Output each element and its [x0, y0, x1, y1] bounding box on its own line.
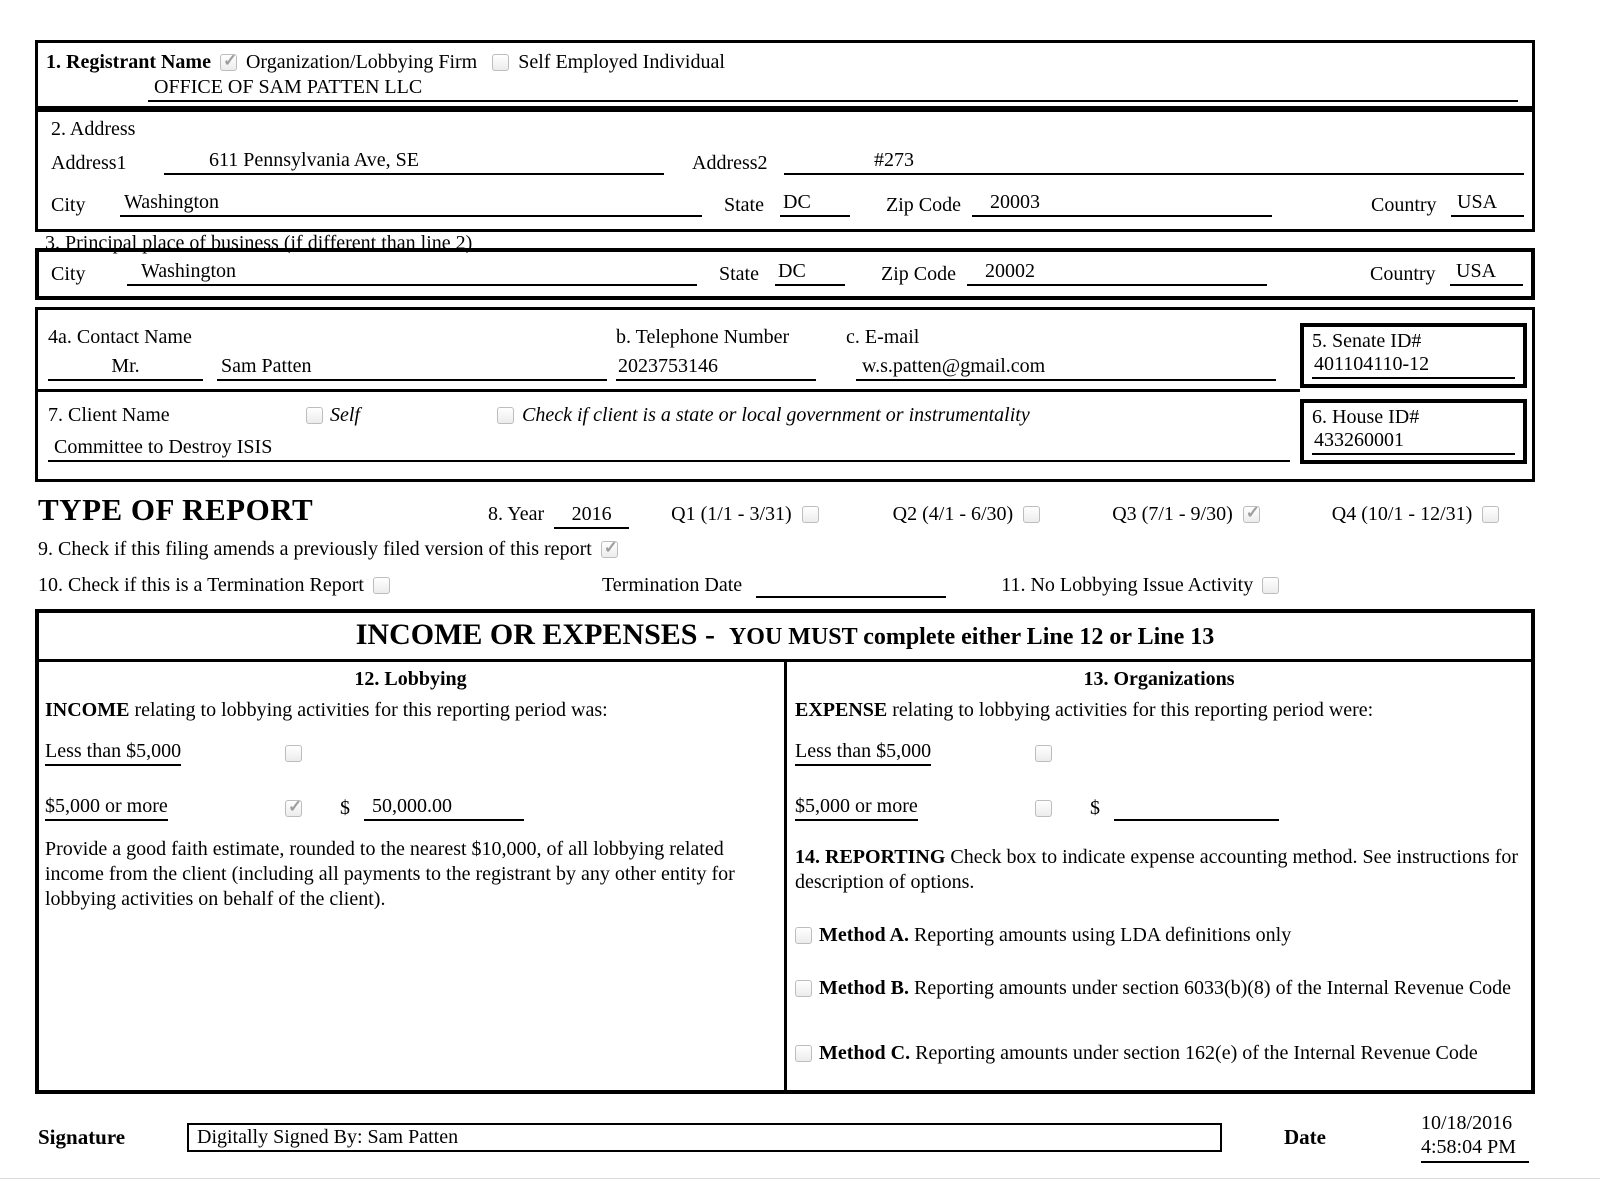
date-value-date: 10/18/2016 — [1420, 1112, 1513, 1134]
expense-less-than-label: Less than $5,000 — [795, 740, 931, 766]
self-employed-label: Self Employed Individual — [518, 51, 725, 73]
client-government-checkbox[interactable] — [497, 407, 514, 424]
principal-city-label: City — [51, 263, 86, 285]
signature-row — [35, 1111, 1535, 1163]
principal-country-label: Country — [1370, 263, 1436, 285]
contact-name-field[interactable]: Sam Patten — [217, 355, 607, 381]
income-dollar-sign: $ — [340, 796, 350, 819]
income-estimate-note: Provide a good faith estimate, rounded to the nearest $10,000, of all lobbying related income from the client (including all payments to the registrant by any other entity for lobbying activities on behalf of the client). — [45, 838, 735, 911]
principal-city-field[interactable]: Washington — [127, 260, 697, 286]
no-lobbying-activity-checkbox[interactable] — [1262, 577, 1279, 594]
income-more-checkbox[interactable] — [285, 800, 302, 817]
termination-checkbox[interactable] — [373, 577, 390, 594]
expense-amount-field[interactable] — [1114, 795, 1279, 821]
senate-id-label: 5. Senate ID# — [1312, 330, 1422, 352]
method-c-label: Method C. — [819, 1042, 911, 1065]
zip-label: Zip Code — [886, 194, 961, 216]
method-b-text: Reporting amounts under section 6033(b)(8) of the Internal Revenue Code — [909, 977, 1512, 1000]
section-income-expenses — [35, 609, 1535, 1094]
house-id-box — [1300, 399, 1527, 464]
method-b-checkbox[interactable] — [795, 980, 812, 997]
address1-label: Address1 — [51, 152, 127, 174]
section-principal-place — [35, 232, 1535, 300]
method-a-text: Reporting amounts using LDA definitions only — [909, 924, 1292, 947]
contact-prefix-field[interactable]: Mr. — [48, 355, 203, 381]
type-of-report-title: TYPE OF REPORT — [38, 492, 314, 527]
method-b-row — [795, 975, 1523, 1001]
section-registrant — [35, 40, 1535, 109]
phone-field[interactable]: 2023753146 — [616, 355, 816, 381]
state-field[interactable]: DC — [780, 191, 850, 217]
principal-zip-field[interactable]: 20002 — [967, 260, 1267, 286]
principal-place-label: 3. Principal place of business (if different than line 2) — [45, 232, 473, 254]
principal-state-field[interactable]: DC — [775, 260, 845, 286]
termination-label: 10. Check if this is a Termination Report — [38, 573, 364, 596]
q4-checkbox[interactable] — [1482, 506, 1499, 523]
house-id-field[interactable]: 433260001 — [1312, 429, 1515, 455]
income-intro-bold: INCOME — [45, 699, 130, 721]
client-self-label: Self — [330, 404, 360, 426]
house-id-label: 6. House ID# — [1312, 406, 1420, 428]
form-body — [35, 40, 1535, 1163]
signature-field[interactable]: Digitally Signed By: Sam Patten — [187, 1123, 1222, 1152]
senate-id-box — [1300, 323, 1527, 388]
method-a-label: Method A. — [819, 924, 909, 947]
org-lobbying-firm-label: Organization/Lobbying Firm — [245, 51, 478, 73]
method-a-row — [795, 922, 1523, 948]
self-employed-checkbox[interactable] — [492, 54, 509, 71]
amends-row — [35, 538, 1535, 561]
email-field[interactable]: w.s.patten@gmail.com — [856, 355, 1276, 381]
termination-row — [35, 572, 1535, 598]
method-a-checkbox[interactable] — [795, 927, 812, 944]
client-name-field[interactable]: Committee to Destroy ISIS — [48, 436, 1290, 462]
q2-label: Q2 (4/1 - 6/30) — [892, 503, 1014, 525]
client-government-label: Check if client is a state or local government or instrumentality — [522, 404, 1030, 426]
amends-label: 9. Check if this filing amends a previously filed version of this report — [38, 538, 592, 560]
organizations-title: 13. Organizations — [1083, 668, 1235, 690]
income-expenses-title: INCOME OR EXPENSES - — [355, 618, 715, 651]
expense-more-label: $5,000 or more — [795, 795, 918, 821]
zip-field[interactable]: 20003 — [972, 191, 1272, 217]
income-less-than-checkbox[interactable] — [285, 745, 302, 762]
section-address — [35, 109, 1535, 232]
q1-label: Q1 (1/1 - 3/31) — [671, 503, 792, 525]
expense-more-checkbox[interactable] — [1035, 800, 1052, 817]
email-label: c. E-mail — [846, 326, 920, 348]
section-contact-client — [35, 307, 1535, 482]
q4-label: Q4 (10/1 - 12/31) — [1331, 503, 1473, 525]
principal-zip-label: Zip Code — [881, 263, 956, 285]
registrant-label: 1. Registrant Name — [46, 51, 211, 73]
senate-id-field[interactable]: 401104110-12 — [1312, 353, 1515, 379]
no-lobbying-activity-label: 11. No Lobbying Issue Activity — [1001, 573, 1254, 596]
income-intro-text: relating to lobbying activities for this reporting period was: — [129, 699, 608, 721]
lobbying-column — [39, 662, 787, 1090]
q1-checkbox[interactable] — [802, 506, 819, 523]
date-label: Date — [1284, 1124, 1326, 1149]
date-value — [1421, 1111, 1529, 1163]
q3-checkbox[interactable] — [1243, 506, 1260, 523]
contact-name-label: 4a. Contact Name — [48, 326, 192, 348]
address-section-label: 2. Address — [51, 118, 136, 140]
reporting-label-bold: 14. REPORTING — [795, 846, 946, 868]
income-less-than-label: Less than $5,000 — [45, 740, 181, 766]
income-more-label: $5,000 or more — [45, 795, 168, 821]
income-amount-field[interactable]: 50,000.00 — [364, 795, 524, 821]
contact-block — [38, 310, 1300, 392]
expense-intro-bold: EXPENSE — [795, 699, 888, 721]
expense-less-than-checkbox[interactable] — [1035, 745, 1052, 762]
q2-checkbox[interactable] — [1023, 506, 1040, 523]
income-expenses-subtitle: YOU MUST complete either Line 12 or Line 13 — [728, 624, 1215, 650]
method-c-text: Reporting amounts under section 162(e) of the Internal Revenue Code — [910, 1042, 1478, 1065]
organizations-column — [787, 662, 1531, 1090]
principal-state-label: State — [719, 263, 759, 285]
expense-intro-text: relating to lobbying activities for this reporting period were: — [887, 699, 1374, 721]
address2-label: Address2 — [692, 152, 768, 174]
termination-date-label: Termination Date — [601, 573, 743, 596]
year-label: 8. Year — [488, 503, 545, 525]
city-field[interactable]: Washington — [120, 191, 702, 217]
method-c-checkbox[interactable] — [795, 1045, 812, 1062]
client-name-label: 7. Client Name — [48, 404, 170, 426]
q3-label: Q3 (7/1 - 9/30) — [1112, 503, 1233, 525]
client-self-checkbox[interactable] — [306, 407, 323, 424]
expense-dollar-sign: $ — [1090, 796, 1100, 819]
date-value-time: 4:58:04 PM — [1420, 1136, 1517, 1158]
country-field[interactable]: USA — [1451, 191, 1524, 217]
phone-label: b. Telephone Number — [616, 326, 790, 348]
reporting-label-text: Check box to indicate expense accounting method. See instructions for description of options. — [795, 846, 1519, 894]
amends-checkbox[interactable] — [601, 541, 618, 558]
year-field[interactable]: 2016 — [554, 503, 629, 529]
method-c-row — [795, 1040, 1523, 1066]
client-block — [38, 392, 1300, 468]
lobbying-title: 12. Lobbying — [354, 668, 467, 690]
country-label: Country — [1371, 194, 1437, 216]
type-of-report-row — [35, 492, 1535, 529]
address1-field[interactable]: 611 Pennsylvania Ave, SE — [164, 149, 664, 175]
principal-country-field[interactable]: USA — [1450, 260, 1523, 286]
org-lobbying-firm-checkbox[interactable] — [220, 54, 237, 71]
address2-field[interactable]: #273 — [784, 149, 1524, 175]
state-label: State — [724, 194, 764, 216]
method-b-label: Method B. — [819, 977, 909, 1000]
termination-date-field[interactable] — [756, 572, 946, 598]
signature-label: Signature — [38, 1124, 126, 1149]
registrant-name-field[interactable]: OFFICE OF SAM PATTEN LLC — [148, 76, 1518, 102]
city-label: City — [51, 194, 86, 216]
page-bottom-divider — [0, 1178, 1600, 1179]
